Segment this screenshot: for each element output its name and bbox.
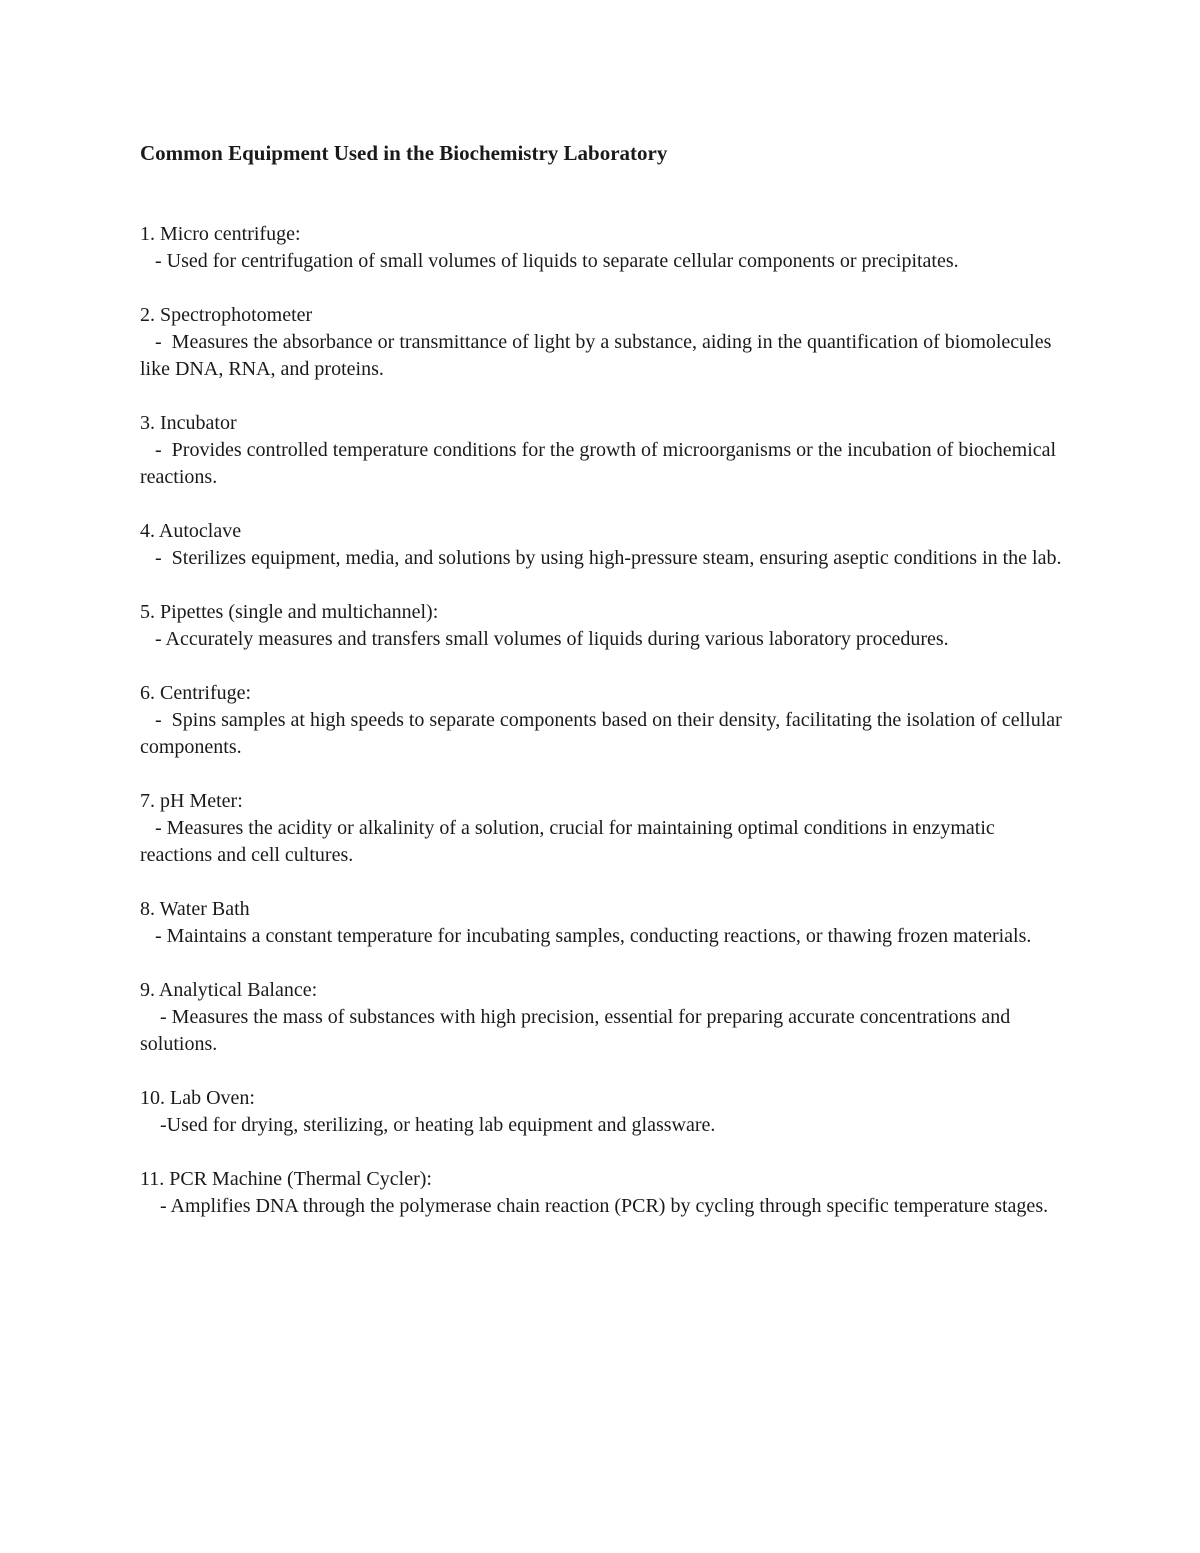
item-description: - Measures the absorbance or transmittance of light by a substance, aiding in the quantification of biomolecules like DNA, RNA, and proteins. [140,331,1057,380]
item-description: - Used for centrifugation of small volumes of liquids to separate cellular components or precipitates. [140,250,959,272]
document-page [140,140,1070,1247]
item-heading: 8. Water Bath [140,898,250,920]
item-description: - Measures the mass of substances with high precision, essential for preparing accurate concentrations and solutions. [140,1006,1016,1055]
item-heading: 6. Centrifuge: [140,682,252,704]
list-item [140,680,1070,761]
list-item [140,302,1070,383]
item-description: - Sterilizes equipment, media, and solutions by using high-pressure steam, ensuring aseptic conditions in the lab. [140,547,1062,569]
item-heading: 11. PCR Machine (Thermal Cycler): [140,1168,432,1190]
list-item [140,410,1070,491]
list-item [140,221,1070,275]
list-item [140,1166,1070,1220]
item-description: - Spins samples at high speeds to separate components based on their density, facilitating the isolation of cellular components. [140,709,1067,758]
item-heading: 7. pH Meter: [140,790,243,812]
item-description: - Maintains a constant temperature for incubating samples, conducting reactions, or thawing frozen materials. [140,925,1032,947]
item-heading: 10. Lab Oven: [140,1087,255,1109]
list-item [140,896,1070,950]
item-description: - Provides controlled temperature conditions for the growth of microorganisms or the incubation of biochemical reactions. [140,439,1062,488]
item-heading: 3. Incubator [140,412,237,434]
item-heading: 5. Pipettes (single and multichannel): [140,601,439,623]
item-heading: 1. Micro centrifuge: [140,223,301,245]
item-description: - Amplifies DNA through the polymerase chain reaction (PCR) by cycling through specific temperature stages. [140,1195,1049,1217]
document-title: Common Equipment Used in the Biochemistry Laboratory [140,141,668,165]
list-item [140,599,1070,653]
item-heading: 4. Autoclave [140,520,242,542]
list-item [140,977,1070,1058]
item-description: - Accurately measures and transfers small volumes of liquids during various laboratory procedures. [140,628,949,650]
item-heading: 2. Spectrophotometer [140,304,313,326]
list-item [140,518,1070,572]
item-heading: 9. Analytical Balance: [140,979,318,1001]
list-item [140,788,1070,869]
item-description: - Measures the acidity or alkalinity of a solution, crucial for maintaining optimal conditions in enzymatic reactions and cell cultures. [140,817,1000,866]
list-item [140,1085,1070,1139]
item-description: -Used for drying, sterilizing, or heating lab equipment and glassware. [140,1114,716,1136]
